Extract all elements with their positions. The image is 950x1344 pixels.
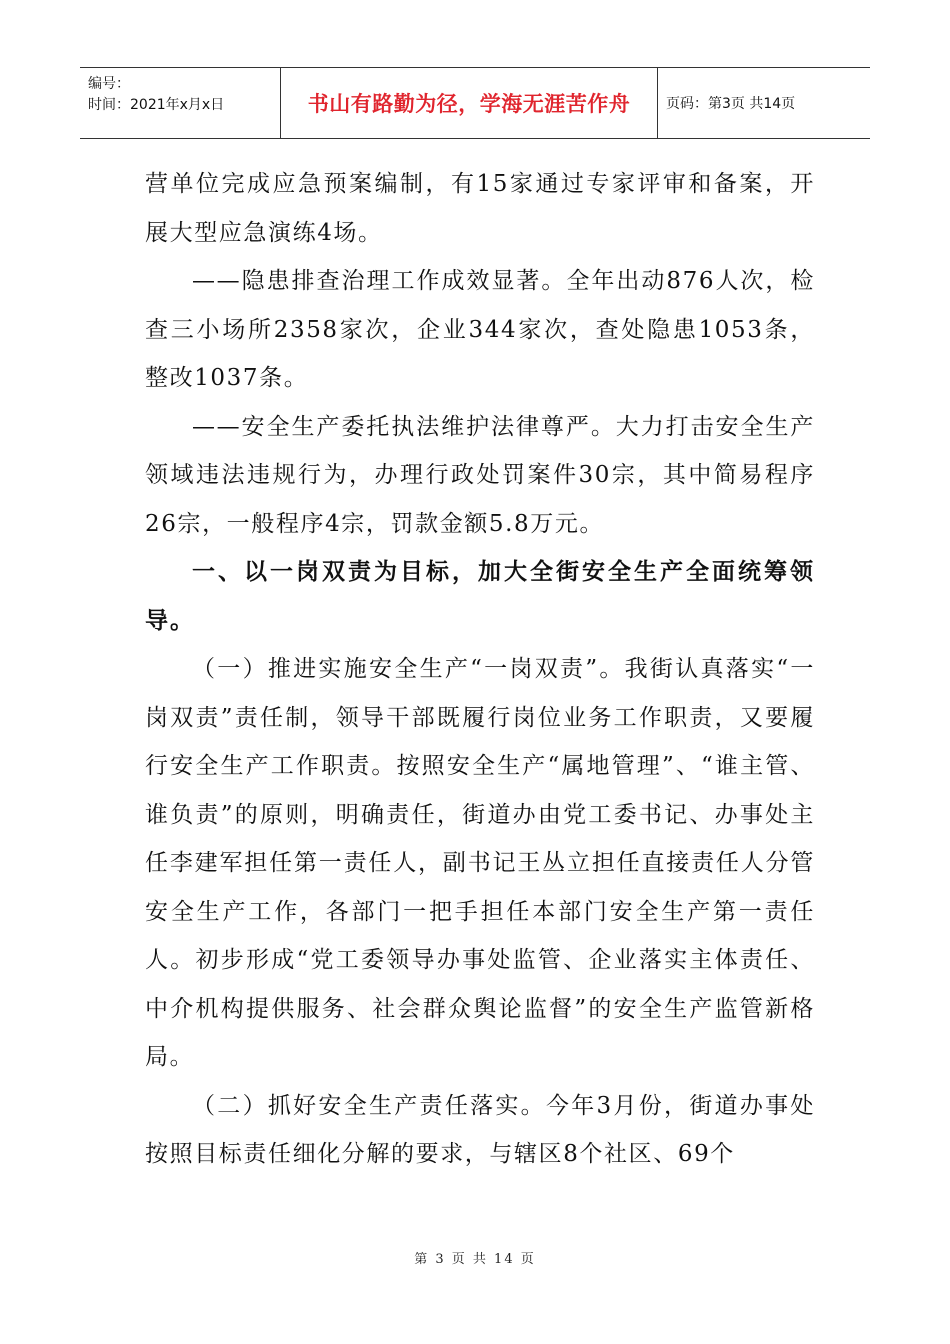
paragraph-hazard-inspection: ——隐患排查治理工作成效显著。全年出动876人次，检查三小场所2358家次，企业344家次，查处隐患1053条，整改1037条。 bbox=[145, 268, 815, 391]
document-body bbox=[145, 160, 815, 1179]
paragraph-law-enforcement: ——安全生产委托执法维护法律尊严。大力打击安全生产领域违法违规行为，办理行政处罚案件30宗，其中简易程序26宗，一般程序4宗，罚款金额5.8万元。 bbox=[145, 413, 815, 537]
header-meta bbox=[80, 68, 281, 138]
header-number-label: 编号： bbox=[88, 76, 130, 92]
document-header bbox=[80, 67, 870, 139]
paragraph-continuation: 营单位完成应急预案编制，有15家通过专家评审和备案，开展大型应急演练4场。 bbox=[145, 171, 815, 246]
header-page-info: 页码：第3页 共14页 bbox=[666, 96, 796, 112]
paragraph-subsection-two: （二）抓好安全生产责任落实。今年3月份，街道办事处按照目标责任细化分解的要求，与辖区8个社区、69个 bbox=[145, 1092, 815, 1167]
header-motto: 书山有路勤为径，学海无涯苦作舟 bbox=[281, 68, 658, 138]
section-heading-one: 一、以一岗双责为目标，加大全街安全生产全面统筹领导。 bbox=[145, 559, 815, 634]
paragraph-subsection-one: （一）推进实施安全生产“一岗双责”。我街认真落实“一岗双责”责任制，领导干部既履行岗位业务工作职责，又要履行安全生产工作职责。按照安全生产“属地管理”、“谁主管、谁负责”的原则，明确责任，街道办由党工委书记、办事处主任李建军担任第一责任人，副书记王丛立担任直接责任人分管安全生产工作，各部门一把手担任本部门安全生产第一责任人。初步形成“党工委领导办事处监管、企业落实主体责任、中介机构提供服务、社会群众舆论监督”的安全生产监管新格局。 bbox=[145, 656, 815, 1070]
page-footer: 第 3 页 共 14 页 bbox=[414, 1252, 536, 1267]
header-time-label: 时间：2021年x月x日 bbox=[88, 97, 225, 113]
